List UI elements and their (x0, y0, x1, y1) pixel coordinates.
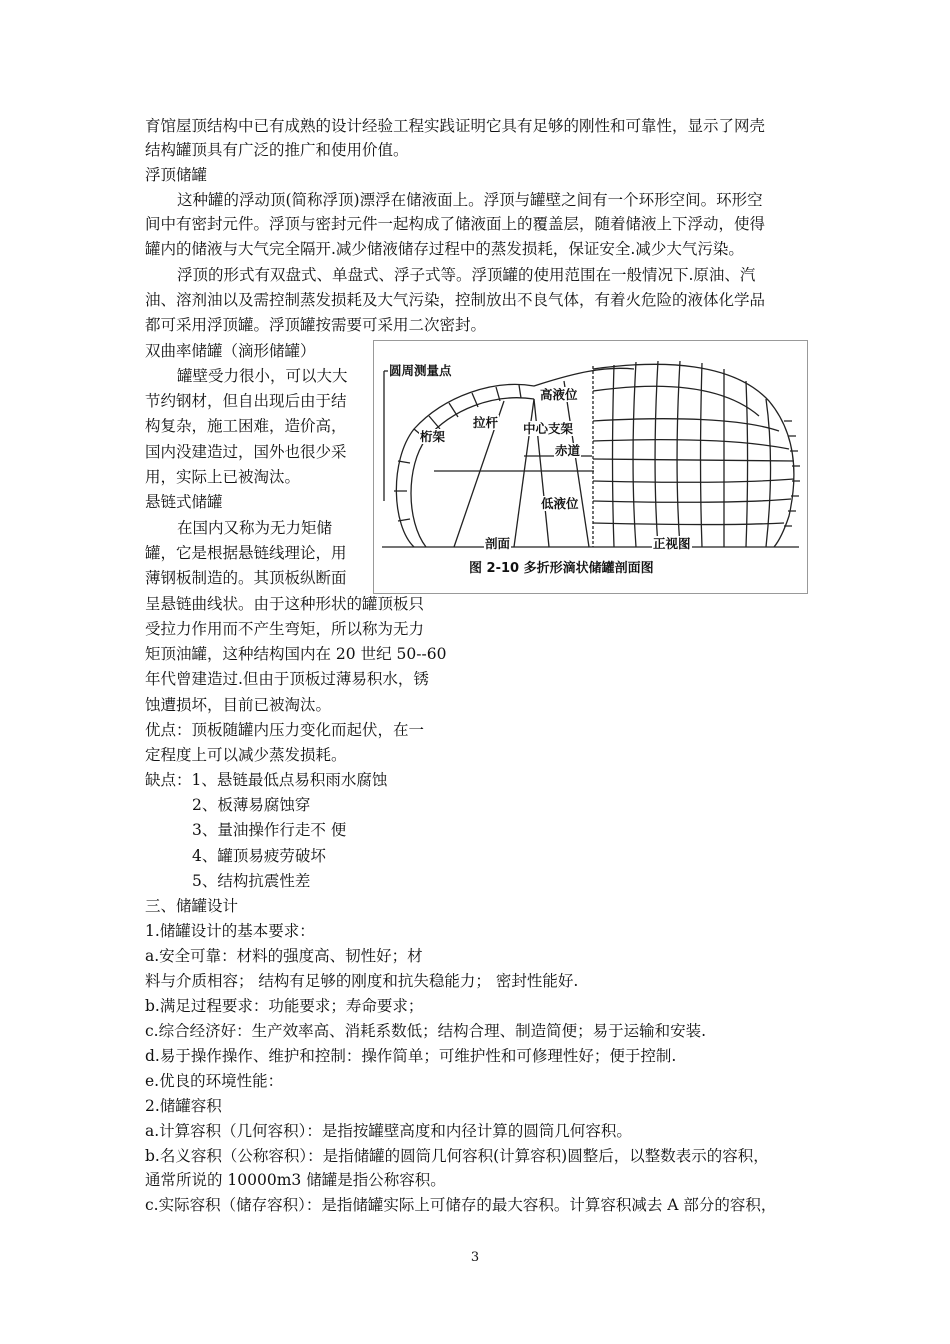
label-front-view: 正视图 (653, 536, 691, 551)
text-line: 优点：顶板随罐内压力变化而起伏，在一 (145, 721, 425, 739)
label-low-level: 低液位 (541, 496, 579, 511)
list-item: 4、罐顶易疲劳破坏 (192, 847, 326, 865)
text-line: c.实际容积（储存容积）：是指储罐实际上可储存的最大容积。计算容积减去 A 部分的容积， (145, 1196, 777, 1214)
figure-caption: 图 2-10 多折形滴状储罐剖面图 (469, 561, 654, 576)
text-line: 育馆屋顶结构中已有成熟的设计经验工程实践证明它具有足够的刚性和可靠性，显示了网壳 (145, 117, 766, 135)
section-heading-design: 三、储罐设计 (145, 897, 239, 915)
page-number: 3 (470, 1250, 480, 1265)
label-high-level: 高液位 (540, 387, 578, 402)
text-line: 罐壁受力很小，可以大大 (177, 367, 348, 385)
text-line: b.名义容积（公称容积）：是指储罐的圆筒几何容积(计算容积)圆整后，以整数表示的容积， (145, 1147, 769, 1165)
text-line: e.优良的环境性能： (145, 1072, 284, 1090)
label-survey-point: 圆周测量点 (389, 363, 452, 378)
text-line: a.安全可靠：材料的强度高、韧性好；材 (145, 947, 423, 965)
section-heading-catenary: 悬链式储罐 (145, 493, 223, 511)
text-line: 呈悬链曲线状。由于这种形状的罐顶板只 (145, 595, 425, 613)
text-line: 定程度上可以减少蒸发损耗。 (145, 746, 347, 764)
text-line: 构复杂，施工困难，造价高， (145, 417, 347, 435)
text-line: 缺点：1、悬链最低点易积雨水腐蚀 (145, 771, 388, 789)
text-line: 罐，它是根据悬链线理论，用 (145, 544, 347, 562)
text-line: d.易于操作操作、维护和控制：操作简单；可维护性和可修理性好；便于控制. (145, 1047, 677, 1065)
text-line: c.综合经济好：生产效率高、消耗系数低；结构合理、制造简便；易于运输和安装. (145, 1022, 707, 1040)
text-line: 国内没建造过，国外也很少采 (145, 443, 347, 461)
text-line: 年代曾建造过.但由于顶板过薄易积水，锈 (145, 670, 429, 688)
list-item: 2、板薄易腐蚀穿 (192, 796, 311, 814)
section-heading-floating-roof: 浮顶储罐 (145, 166, 208, 184)
text-line: a.计算容积（几何容积）：是指按罐壁高度和内径计算的圆筒几何容积。 (145, 1122, 632, 1140)
section-heading-double-curvature: 双曲率储罐（滴形储罐） (145, 342, 316, 360)
text-line: 在国内又称为无力矩储 (177, 519, 333, 537)
text-line: 蚀遭损坏，目前已被淘汰。 (145, 696, 332, 714)
tank-section-figure (373, 340, 808, 594)
text-line: 用，实际上已被淘汰。 (145, 468, 301, 486)
text-line: 1.储罐设计的基本要求： (145, 922, 315, 940)
text-line: 受拉力作用而不产生弯矩，所以称为无力 (145, 620, 425, 638)
label-section: 剖面 (485, 536, 511, 551)
text-line: b.满足过程要求：功能要求；寿命要求； (145, 997, 424, 1015)
tank-drawing (374, 341, 807, 593)
label-center-support: 中心支架 (523, 421, 574, 436)
text-line: 都可采用浮顶罐。浮顶罐按需要可采用二次密封。 (145, 316, 487, 334)
label-equator: 赤道 (555, 443, 581, 458)
text-line: 浮顶的形式有双盘式、单盘式、浮子式等。浮顶罐的使用范围在一般情况下.原油、汽 (177, 266, 756, 284)
label-rod: 拉杆 (473, 415, 499, 430)
text-line: 这种罐的浮动顶(简称浮顶)漂浮在储液面上。浮顶与罐壁之间有一个环形空间。环形空 (177, 191, 763, 209)
text-line: 节约钢材，但自出现后由于结 (145, 392, 347, 410)
text-line: 薄钢板制造的。其顶板纵断面 (145, 569, 347, 587)
text-line: 油、溶剂油以及需控制蒸发损耗及大气污染，控制放出不良气体，有着火危险的液体化学品 (145, 291, 766, 309)
text-line: 罐内的储液与大气完全隔开.减少储液储存过程中的蒸发损耗，保证安全.减少大气污染。 (145, 240, 744, 258)
text-line: 间中有密封元件。浮顶与密封元件一起构成了储液面上的覆盖层，随着储液上下浮动，使得 (145, 215, 766, 233)
list-item: 5、结构抗震性差 (192, 872, 311, 890)
label-truss: 桁架 (420, 429, 446, 444)
text-line: 矩顶油罐，这种结构国内在 20 世纪 50--60 (145, 645, 447, 663)
text-line: 结构罐顶具有广泛的推广和使用价值。 (145, 141, 409, 159)
list-item: 3、量油操作行走不 便 (192, 821, 347, 839)
text-line: 通常所说的 10000m3 储罐是指公称容积。 (145, 1171, 446, 1189)
text-line: 料与介质相容； 结构有足够的刚度和抗失稳能力； 密封性能好. (145, 972, 579, 990)
text-line: 2.储罐容积 (145, 1097, 222, 1115)
